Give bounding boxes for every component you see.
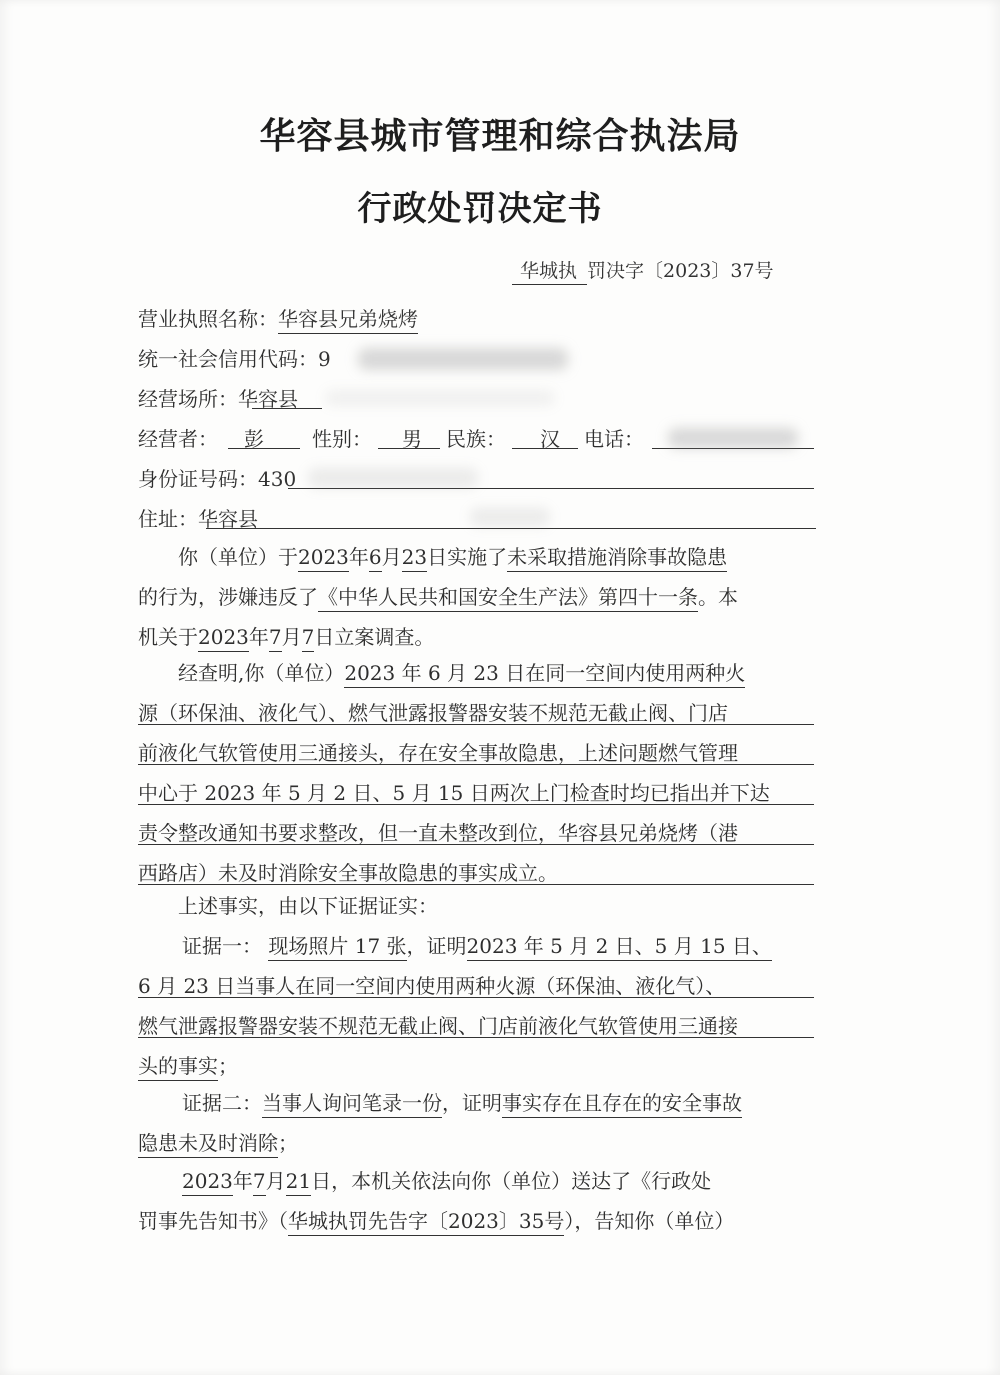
paragraph-prior-notice: [138, 1165, 818, 1235]
p2-line2: 源（环保油、液化气）、燃气泄露报警器安装不规范无截止阀、门店: [138, 701, 728, 725]
place-label: 经营场所：: [138, 387, 238, 411]
address-value: 华容县: [198, 507, 258, 531]
document-number: [512, 256, 774, 283]
p4-line2: 罚事先告知书》（华城执罚先告字〔2023〕35号），告知你（单位）: [138, 1205, 734, 1234]
paragraph-evidence-intro: [138, 890, 818, 920]
p2-line3-underline: [138, 764, 814, 765]
paragraph-findings: [138, 657, 818, 887]
ev2-line1: 证据二：当事人询问笔录一份，证明事实存在且存在的安全事故: [182, 1087, 742, 1116]
ev1-line3: 燃气泄露报警器安装不规范无截止阀、门店前液化气软管使用三通接: [138, 1014, 738, 1038]
place-underline: [252, 408, 322, 409]
p1-line3: 机关于2023年7月7日立案调查。: [138, 621, 434, 650]
place-value: 华容县: [238, 387, 298, 411]
license-row: [138, 303, 418, 332]
p2-line5-underline: [138, 844, 814, 845]
operator-label: 经营者：: [138, 427, 218, 451]
ev2-line2: 隐患未及时消除；: [138, 1127, 298, 1156]
ev1-line2-underline: [138, 997, 814, 998]
p2-line1: 经查明,你（单位）2023 年 6 月 23 日在同一空间内使用两种火: [178, 657, 745, 686]
address-label: 住址：: [138, 507, 198, 531]
ethnic-underline: [512, 448, 578, 449]
license-value: 华容县兄弟烧烤: [278, 307, 418, 334]
id-value: 430: [258, 467, 297, 491]
ev1-line2: 6 月 23 日当事人在同一空间内使用两种火源（环保油、液化气）、: [138, 974, 726, 998]
p1-line1: 你（单位）于2023年6月23日实施了未采取措施消除事故隐患: [178, 541, 727, 570]
ethnic-value: 汉: [540, 427, 560, 451]
redaction-place: [325, 390, 555, 406]
operator-row: [138, 423, 218, 452]
gender-value: 男: [402, 427, 422, 451]
license-label: 营业执照名称：: [138, 307, 278, 331]
redaction-id: [308, 468, 478, 488]
doc-number-rest: 罚决字〔2023〕37号: [587, 260, 774, 282]
phone-underline: [652, 448, 814, 449]
p2-line4: 中心于 2023 年 5 月 2 日、5 月 15 日两次上门检查时均已指出并下达: [138, 781, 770, 805]
p2-line5: 责令整改通知书要求整改，但一直未整改到位，华容县兄弟烧烤（港: [138, 821, 738, 845]
ev1-line1: 证据一： 现场照片 17 张，证明2023 年 5 月 2 日、5 月 15 日、: [182, 930, 772, 959]
p4-line1: 2023年7月21日，本机关依法向你（单位）送达了《行政处: [182, 1165, 711, 1194]
p2-line6-underline: [138, 884, 814, 885]
ev1-line4: 头的事实；: [138, 1050, 238, 1079]
evidence-two: [138, 1087, 818, 1157]
credit-code-label: 统一社会信用代码：: [138, 347, 318, 371]
id-row: [138, 463, 296, 492]
credit-code-row: [138, 343, 331, 372]
redaction-address: [470, 508, 550, 526]
credit-code-value: 9: [318, 347, 331, 371]
phone-label: 电话：: [584, 427, 644, 451]
p2-line4-underline: [138, 804, 814, 805]
id-label: 身份证号码：: [138, 467, 258, 491]
p2-line6: 西路店）未及时消除安全事故隐患的事实成立。: [138, 861, 558, 885]
paragraph-case-filing: [138, 541, 818, 649]
p2-line3: 前液化气软管使用三通接头，存在安全事故隐患，上述问题燃气管理: [138, 741, 738, 765]
evidence-intro-text: 上述事实，由以下证据证实：: [178, 894, 438, 918]
operator-underline: [228, 448, 300, 449]
id-underline: [288, 488, 814, 489]
agency-title: 华容县城市管理和综合执法局: [259, 115, 741, 157]
gender-label: 性别：: [312, 427, 372, 451]
p2-line2-underline: [138, 724, 814, 725]
redaction-phone: [668, 428, 798, 448]
gender-underline: [378, 448, 440, 449]
document-type-title: 行政处罚决定书: [357, 189, 603, 229]
redaction-credit-code: [358, 348, 568, 370]
ev1-line3-underline: [138, 1037, 814, 1038]
evidence-one: [138, 930, 818, 1080]
address-underline: [206, 528, 816, 529]
doc-number-prefix: 华城执: [512, 260, 587, 285]
operator-value: 彭: [244, 427, 264, 451]
p1-line2: 的行为，涉嫌违反了《中华人民共和国安全生产法》第四十一条。本: [138, 581, 738, 610]
ethnic-label: 民族：: [446, 427, 506, 451]
